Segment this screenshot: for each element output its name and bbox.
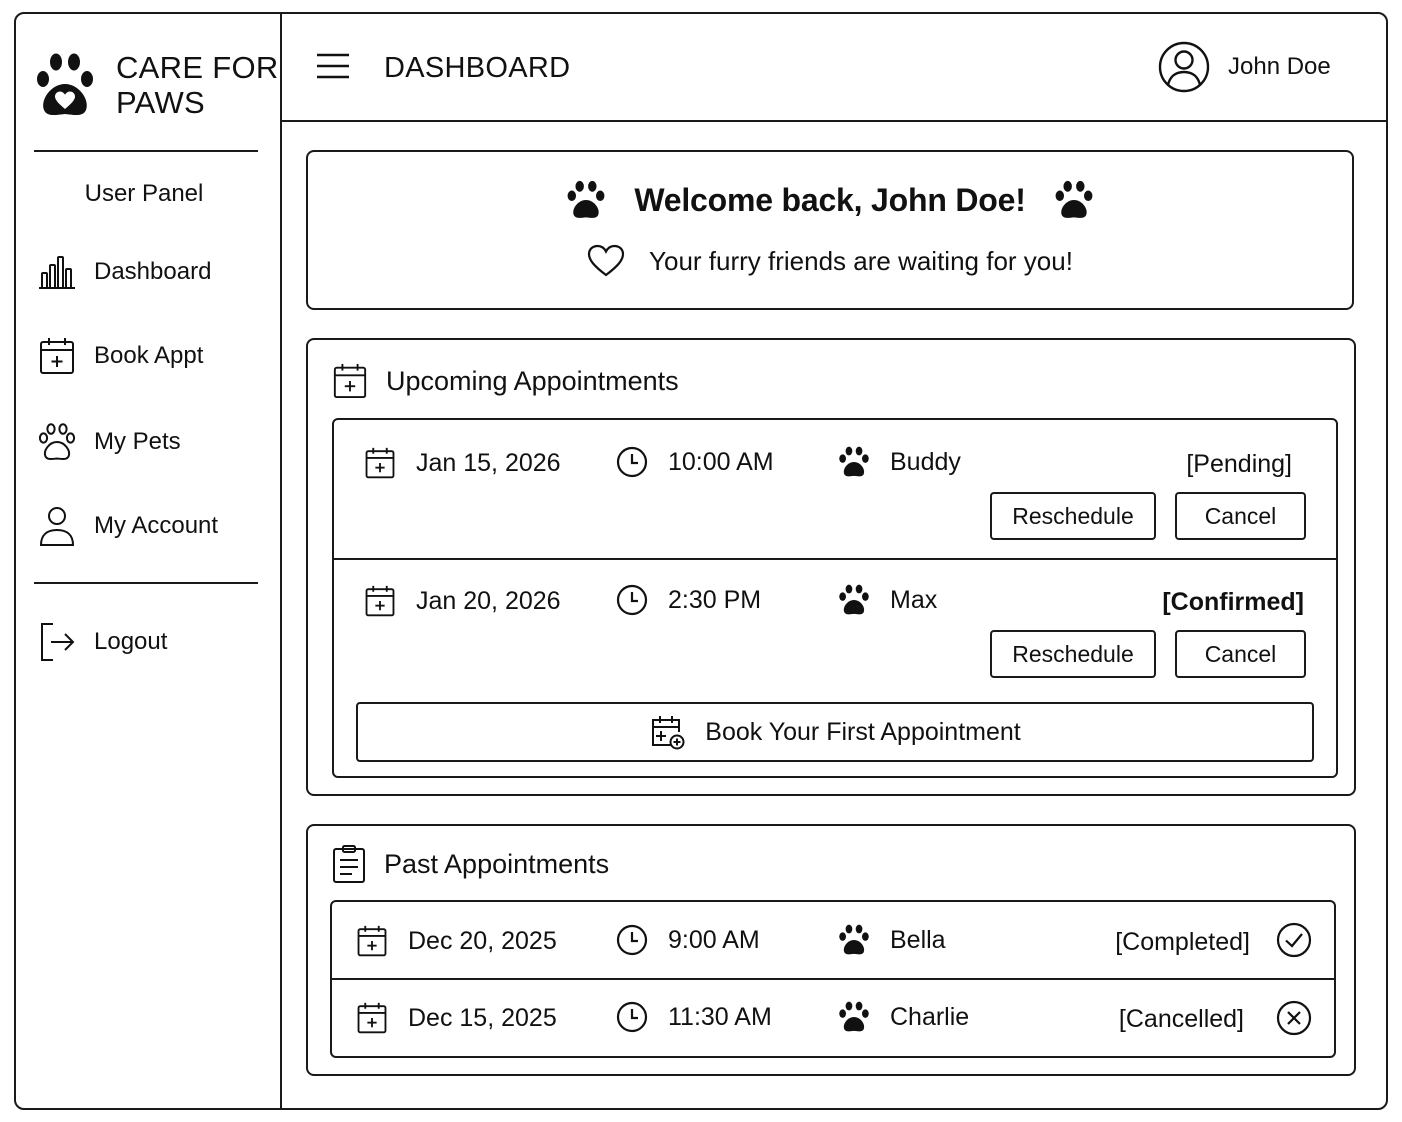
sidebar-divider bbox=[34, 150, 258, 152]
section-header bbox=[332, 844, 609, 884]
date-text: Dec 15, 2025 bbox=[408, 1003, 557, 1032]
logout-button[interactable] bbox=[38, 620, 167, 664]
paw-icon bbox=[838, 446, 870, 478]
appointment-date bbox=[356, 924, 557, 958]
sidebar-divider bbox=[34, 582, 258, 584]
logout-icon bbox=[38, 621, 76, 663]
pet-name: Buddy bbox=[890, 447, 961, 476]
list-item bbox=[334, 560, 1336, 700]
paw-icon bbox=[838, 924, 870, 956]
sidebar bbox=[16, 14, 282, 1108]
page-title: DASHBOARD bbox=[384, 52, 571, 84]
reschedule-button[interactable]: Reschedule bbox=[990, 492, 1156, 540]
section-header bbox=[332, 362, 679, 400]
calendar-icon bbox=[364, 584, 396, 618]
check-circle-icon bbox=[1276, 922, 1312, 958]
list-item bbox=[334, 420, 1336, 560]
paw-outline-icon bbox=[38, 423, 76, 461]
bar-chart-icon bbox=[38, 253, 76, 291]
upcoming-list bbox=[332, 418, 1338, 778]
brand-line-2: PAWS bbox=[116, 85, 206, 120]
sidebar-item-label: Dashboard bbox=[94, 258, 212, 285]
user-icon bbox=[38, 505, 76, 547]
date-text: Jan 20, 2026 bbox=[416, 586, 561, 615]
sidebar-item-my-account[interactable] bbox=[38, 504, 218, 548]
app-window bbox=[14, 12, 1388, 1110]
sidebar-item-label: Book Appt bbox=[94, 342, 204, 369]
calendar-icon bbox=[364, 446, 396, 480]
paw-icon bbox=[1054, 180, 1094, 220]
user-name: John Doe bbox=[1228, 53, 1331, 80]
heart-icon bbox=[587, 244, 625, 278]
clock-icon bbox=[616, 924, 648, 956]
calendar-icon bbox=[356, 1001, 388, 1035]
welcome-card bbox=[306, 150, 1354, 310]
pet-name: Max bbox=[890, 585, 938, 614]
appointment-date bbox=[356, 1001, 557, 1035]
x-circle-icon bbox=[1276, 1000, 1312, 1036]
welcome-title: Welcome back, John Doe! bbox=[634, 181, 1026, 218]
paw-heart-icon bbox=[34, 52, 96, 118]
panel-label: User Panel bbox=[84, 180, 204, 207]
brand[interactable] bbox=[34, 50, 279, 120]
clock-icon bbox=[616, 446, 648, 478]
time-text: 2:30 PM bbox=[668, 585, 762, 614]
book-appointment-button[interactable] bbox=[356, 702, 1314, 762]
welcome-subtitle: Your furry friends are waiting for you! bbox=[649, 245, 1073, 276]
book-button-label: Book Your First Appointment bbox=[705, 717, 1021, 746]
hamburger-menu-icon[interactable] bbox=[316, 52, 350, 80]
past-list bbox=[330, 900, 1336, 1058]
clock-icon bbox=[616, 584, 648, 616]
paw-icon bbox=[838, 1001, 870, 1033]
brand-name bbox=[116, 50, 279, 120]
paw-icon bbox=[566, 180, 606, 220]
time-text: 11:30 AM bbox=[668, 1002, 772, 1031]
appointment-date bbox=[364, 584, 561, 618]
time-text: 9:00 AM bbox=[668, 925, 760, 954]
user-menu[interactable] bbox=[1158, 40, 1331, 94]
sidebar-item-my-pets[interactable] bbox=[38, 420, 181, 464]
appointment-time bbox=[616, 924, 760, 956]
paw-icon bbox=[838, 584, 870, 616]
section-title: Upcoming Appointments bbox=[386, 365, 679, 396]
appointment-pet bbox=[838, 446, 961, 478]
appointment-time bbox=[616, 584, 761, 616]
appointment-time bbox=[616, 1001, 772, 1033]
appointment-pet bbox=[838, 924, 946, 956]
appointment-date bbox=[364, 446, 561, 480]
clipboard-icon bbox=[332, 844, 366, 884]
list-item bbox=[332, 980, 1334, 1058]
logout-label: Logout bbox=[94, 628, 168, 655]
appointment-pet bbox=[838, 584, 937, 616]
section-title: Past Appointments bbox=[384, 848, 610, 879]
sidebar-item-label: My Pets bbox=[94, 428, 181, 455]
calendar-plus-icon bbox=[332, 362, 368, 400]
date-text: Dec 20, 2025 bbox=[408, 926, 557, 955]
status-badge: [Pending] bbox=[1186, 450, 1292, 478]
reschedule-button[interactable]: Reschedule bbox=[990, 630, 1156, 678]
time-text: 10:00 AM bbox=[668, 447, 774, 476]
appointment-pet bbox=[838, 1001, 969, 1033]
status-badge: [Cancelled] bbox=[1118, 1005, 1244, 1033]
past-appointments-card bbox=[306, 824, 1356, 1076]
calendar-add-icon bbox=[649, 714, 685, 750]
cancel-button[interactable]: Cancel bbox=[1175, 630, 1306, 678]
list-item bbox=[332, 902, 1334, 979]
sidebar-item-dashboard[interactable] bbox=[38, 250, 211, 294]
sidebar-item-label: My Account bbox=[94, 512, 219, 539]
brand-line-1: CARE FOR bbox=[116, 50, 279, 85]
pet-name: Charlie bbox=[890, 1002, 970, 1031]
pet-name: Bella bbox=[890, 925, 946, 954]
appointment-time bbox=[616, 446, 774, 478]
upcoming-appointments-card bbox=[306, 338, 1356, 796]
user-circle-icon bbox=[1158, 40, 1210, 94]
cancel-button[interactable]: Cancel bbox=[1175, 492, 1306, 540]
date-text: Jan 15, 2026 bbox=[416, 448, 561, 477]
sidebar-item-book-appt[interactable] bbox=[38, 334, 203, 378]
top-header bbox=[282, 14, 1386, 122]
status-badge: [Confirmed] bbox=[1162, 588, 1304, 616]
clock-icon bbox=[616, 1001, 648, 1033]
calendar-icon bbox=[356, 924, 388, 958]
status-badge: [Completed] bbox=[1115, 928, 1250, 956]
calendar-plus-icon bbox=[38, 336, 76, 376]
